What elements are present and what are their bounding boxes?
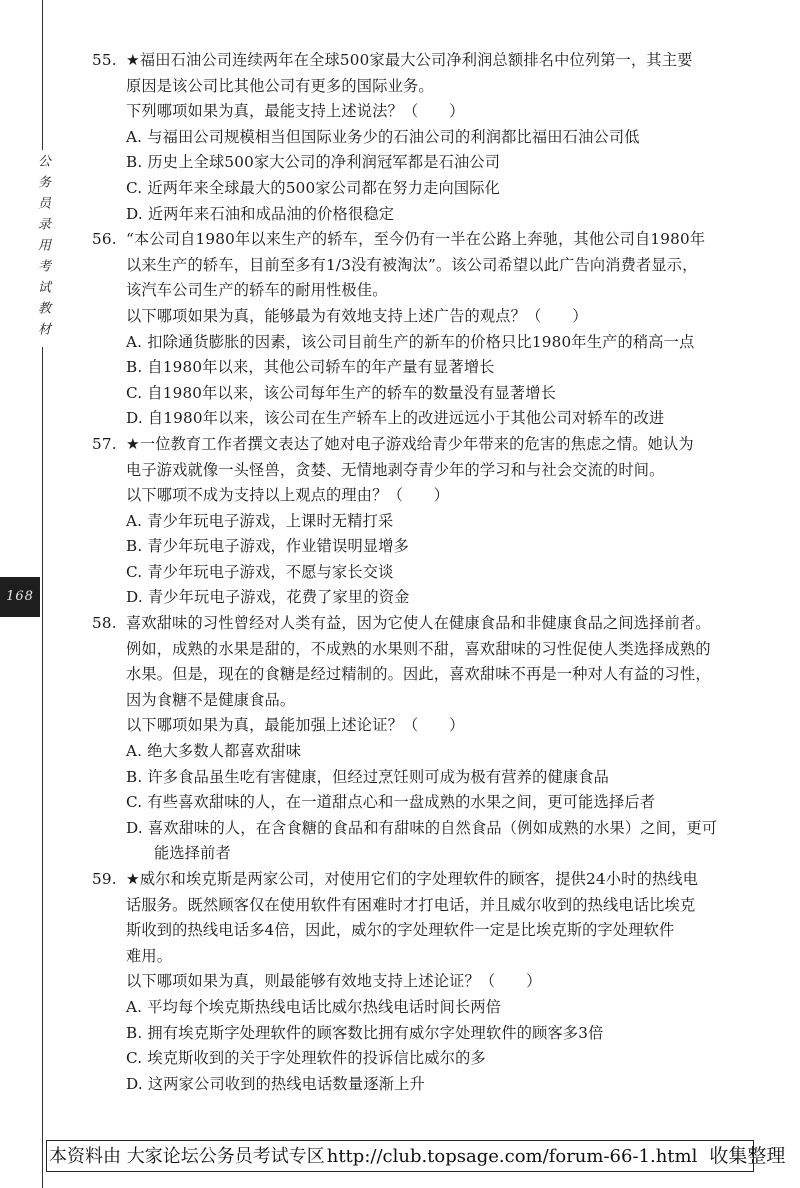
question-stem-line <box>92 918 772 944</box>
stem-text: 喜欢甜味的习性曾经对人类有益，因为它使人在健康食品和非健康食品之间选择前者。 <box>126 614 711 633</box>
stem-text: 话服务。既然顾客仅在使用软件有困难时才打电话，并且威尔收到的热线电话比埃克 <box>126 895 696 914</box>
question-prompt: 以下哪项如果为真，最能加强上述论证？（ ） <box>126 716 465 735</box>
answer-option: C. 自1980年以来，该公司每年生产的轿车的数量没有显著增长 <box>126 383 557 402</box>
answer-option: D. 自1980年以来，该公司在生产轿车上的改进远远小于其他公司对轿车的改进 <box>126 409 665 428</box>
answer-option: C. 近两年来全球最大的500家公司都在努力走向国际化 <box>126 178 501 197</box>
stem-text: “本公司自1980年以来生产的轿车，至今仍有一半在公路上奔驰，其他公司自1980年 <box>126 230 706 249</box>
answer-option: D. 青少年玩电子游戏，花费了家里的资金 <box>126 588 410 607</box>
answer-option: A. 与福田公司规模相当但国际业务少的石油公司的利润都比福田石油公司低 <box>126 127 640 146</box>
question-59 <box>92 867 772 1097</box>
question-number: 57. <box>92 434 117 453</box>
question-prompt: 下列哪项如果为真，最能支持上述说法？（ ） <box>126 102 465 121</box>
question-prompt: 以下哪项不成为支持以上观点的理由？（ ） <box>126 486 450 505</box>
question-number: 59. <box>92 870 117 888</box>
question-stem-line <box>92 458 772 484</box>
question-stem-line <box>92 253 772 279</box>
question-stem-first-line <box>92 611 772 637</box>
answer-option: B. 青少年玩电子游戏，作业错误明显增多 <box>126 537 410 556</box>
question-stem-line <box>92 278 772 304</box>
answer-option: B. 拥有埃克斯字处理软件的顾客数比拥有威尔字处理软件的顾客多3倍 <box>126 1023 604 1042</box>
answer-option: D. 喜欢甜味的人，在含食糖的食品和有甜味的自然食品（例如成熟的水果）之间，更可 <box>126 818 718 837</box>
question-stem-line <box>92 893 772 919</box>
answer-option: D. 近两年来石油和成品油的价格很稳定 <box>126 204 395 223</box>
question-stem-first-line <box>92 227 772 253</box>
answer-option: D. 这两家公司收到的热线电话数量逐渐上升 <box>126 1074 425 1093</box>
answer-option: 能选择前者 <box>154 844 231 863</box>
stem-text: 原因是该公司比其他公司有更多的国际业务。 <box>126 76 434 95</box>
stem-text: 一位教育工作者撰文表达了她对电子游戏给青少年带来的危害的焦虑之情。她认为 <box>139 434 694 453</box>
stem-text: 水果。但是，现在的食糖是经过精制的。因此，喜欢甜味不再是一种对人有益的习性， <box>126 665 711 684</box>
stem-text: 例如，成熟的水果是甜的，不成熟的水果则不甜，喜欢甜味的习性促使人类选择成熟的 <box>126 639 711 658</box>
answer-option: A. 平均每个埃克斯热线电话比威尔热线电话时间长两倍 <box>126 997 502 1016</box>
footer-prefix: 本资料由 大家论坛公务员考试专区 <box>49 1146 325 1167</box>
star-icon: ★ <box>126 434 140 453</box>
star-icon: ★ <box>126 51 140 69</box>
answer-option: A. 绝大多数人都喜欢甜味 <box>126 742 302 761</box>
question-stem-line <box>92 74 772 100</box>
question-stem-line <box>92 688 772 714</box>
answer-option: C. 埃克斯收到的关于字处理软件的投诉信比威尔的多 <box>126 1049 486 1068</box>
answer-option: B. 历史上全球500家大公司的净利润冠军都是石油公司 <box>126 153 501 172</box>
question-55 <box>92 48 772 227</box>
stem-text: 威尔和埃克斯是两家公司，对使用它们的字处理软件的顾客，提供24小时的热线电 <box>139 870 699 888</box>
footer-url[interactable]: http://club.topsage.com/forum-66-1.html <box>326 1146 698 1167</box>
answer-option: A. 扣除通货膨胀的因素，该公司目前生产的新车的价格只比1980年生产的稍高一点 <box>126 332 695 351</box>
footer-banner <box>46 1140 786 1172</box>
answer-option: C. 青少年玩电子游戏，不愿与家长交谈 <box>126 562 394 581</box>
side-label: 公务员录用考试教材 <box>34 150 54 347</box>
question-stem-first-line <box>92 48 772 74</box>
question-stem-line <box>92 662 772 688</box>
stem-text: 该汽车公司生产的轿车的耐用性极佳。 <box>126 281 388 300</box>
question-57 <box>92 432 772 611</box>
question-stem-line <box>92 944 772 970</box>
question-stem-first-line <box>92 867 772 893</box>
answer-option: B. 自1980年以来，其他公司轿车的年产量有显著增长 <box>126 358 495 377</box>
stem-text: 以来生产的轿车，目前至多有1/3没有被淘汰”。该公司希望以此广告向消费者显示， <box>126 255 698 274</box>
star-icon: ★ <box>126 870 140 888</box>
question-number: 55. <box>92 51 117 69</box>
answer-option: A. 青少年玩电子游戏，上课时无精打采 <box>126 511 394 530</box>
question-list <box>92 48 772 1097</box>
answer-option: C. 有些喜欢甜味的人，在一道甜点心和一盘成熟的水果之间，更可能选择后者 <box>126 793 656 812</box>
stem-text: 电子游戏就像一头怪兽，贪婪、无情地剥夺青少年的学习和与社会交流的时间。 <box>126 460 665 479</box>
stem-text: 难用。 <box>126 946 173 965</box>
answer-option: B. 许多食品虽生吃有害健康，但经过烹饪则可成为极有营养的健康食品 <box>126 767 610 786</box>
stem-text: 因为食糖不是健康食品。 <box>126 690 296 709</box>
question-56 <box>92 227 772 432</box>
stem-text: 福田石油公司连续两年在全球500家最大公司净利润总额排名中位列第一，其主要 <box>139 51 693 69</box>
question-number: 58. <box>92 614 117 633</box>
question-number: 56. <box>92 230 117 249</box>
stem-text: 斯收到的热线电话多4倍，因此，威尔的字处理软件一定是比埃克斯的字处理软件 <box>126 921 675 940</box>
question-stem-first-line <box>92 432 772 458</box>
question-stem-line <box>92 637 772 663</box>
question-prompt: 以下哪项如果为真，能够最为有效地支持上述广告的观点？（ ） <box>126 306 588 325</box>
question-58 <box>92 611 772 867</box>
page-number: 168 <box>0 577 40 617</box>
question-prompt: 以下哪项如果为真，则最能够有效地支持上述论证？（ ） <box>126 972 542 991</box>
footer-suffix: 收集整理 <box>709 1145 786 1167</box>
